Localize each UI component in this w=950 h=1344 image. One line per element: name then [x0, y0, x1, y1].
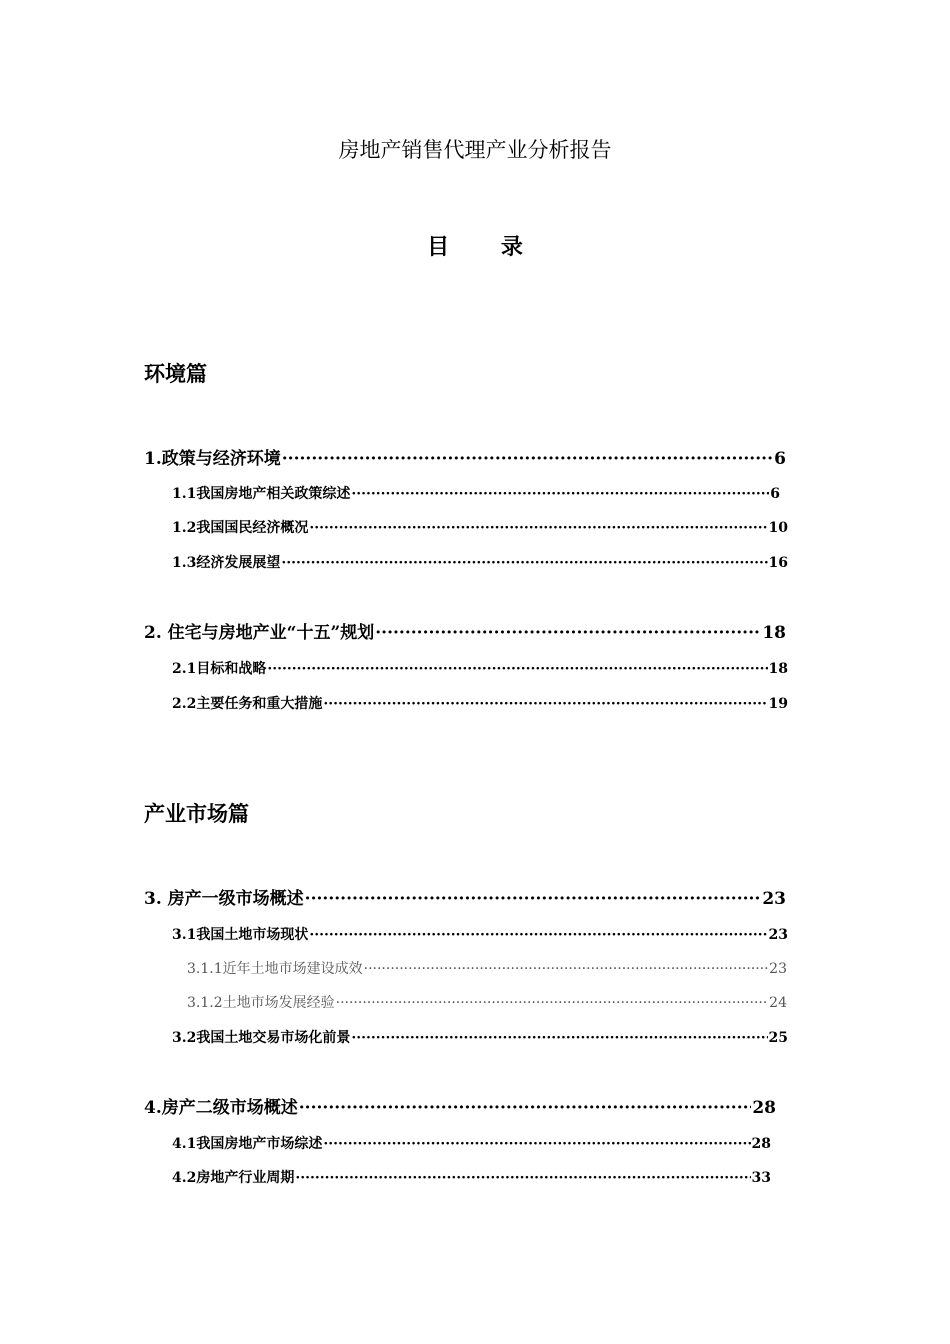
toc-entry-page: 23 — [768, 927, 788, 943]
part-heading-industry-market: 产业市场篇 — [144, 802, 249, 826]
toc-entry-section-3-1[interactable] — [172, 925, 788, 945]
toc-entry-chapter-2[interactable] — [144, 621, 786, 645]
toc-entry-label: 1.政策与经济环境 — [144, 449, 281, 469]
document-title: 房地产销售代理产业分析报告 — [338, 138, 612, 162]
toc-entry-label: 2.2主要任务和重大措施 — [172, 696, 323, 712]
toc-entry-section-4-1[interactable] — [172, 1134, 771, 1154]
toc-entry-label: 3. 房产一级市场概述 — [144, 889, 304, 909]
toc-entry-label: 3.2我国土地交易市场化前景 — [172, 1030, 351, 1046]
toc-heading: 目 录 — [427, 235, 545, 260]
dot-leader — [282, 447, 773, 471]
dot-leader — [299, 1096, 752, 1120]
toc-entry-page: 23 — [769, 961, 787, 977]
toc-entry-label: 3.1.2土地市场发展经验 — [187, 995, 335, 1011]
toc-entry-page: 23 — [762, 889, 786, 909]
toc-entry-label: 4.1我国房地产市场综述 — [172, 1136, 323, 1152]
toc-entry-section-1-1[interactable] — [172, 484, 780, 504]
toc-entry-label: 1.3经济发展展望 — [172, 555, 281, 571]
toc-entry-page: 16 — [768, 555, 788, 571]
part-heading-environment: 环境篇 — [144, 362, 207, 386]
toc-entry-chapter-4[interactable] — [144, 1096, 776, 1120]
dot-leader — [309, 925, 767, 945]
toc-entry-page: 25 — [768, 1030, 788, 1046]
toc-entry-subsection-3-1-2[interactable] — [187, 993, 787, 1013]
toc-entry-label: 3.1.1近年土地市场建设成效 — [187, 961, 363, 977]
dot-leader — [364, 959, 769, 979]
toc-entry-label: 4.2房地产行业周期 — [172, 1170, 295, 1186]
dot-leader — [305, 887, 762, 911]
dot-leader — [375, 621, 761, 645]
toc-entry-page: 28 — [751, 1136, 771, 1152]
toc-entry-label: 2.1目标和战略 — [172, 661, 267, 677]
toc-entry-section-2-1[interactable] — [172, 659, 788, 679]
dot-leader — [323, 1134, 750, 1154]
toc-entry-chapter-3[interactable] — [144, 887, 786, 911]
toc-entry-label: 4.房产二级市场概述 — [144, 1098, 298, 1118]
toc-entry-page: 24 — [769, 995, 787, 1011]
dot-leader — [281, 553, 767, 573]
dot-leader — [351, 1028, 767, 1048]
dot-leader — [336, 993, 769, 1013]
toc-entry-label: 1.2我国国民经济概况 — [172, 520, 309, 536]
toc-entry-label: 1.1我国房地产相关政策综述 — [172, 486, 351, 502]
toc-entry-chapter-1[interactable] — [144, 447, 786, 471]
toc-entry-page: 19 — [768, 696, 788, 712]
dot-leader — [323, 694, 767, 714]
toc-entry-page: 6 — [774, 449, 786, 469]
dot-leader — [351, 484, 769, 504]
toc-entry-page: 10 — [768, 520, 788, 536]
toc-entry-label: 2. 住宅与房地产业“十五”规划 — [144, 623, 375, 643]
toc-entry-page: 18 — [762, 623, 786, 643]
toc-entry-page: 28 — [752, 1098, 776, 1118]
dot-leader — [267, 659, 767, 679]
toc-entry-section-3-2[interactable] — [172, 1028, 788, 1048]
toc-entry-subsection-3-1-1[interactable] — [187, 959, 787, 979]
toc-entry-section-2-2[interactable] — [172, 694, 788, 714]
toc-entry-page: 18 — [768, 661, 788, 677]
toc-entry-section-4-2[interactable] — [172, 1168, 771, 1188]
dot-leader — [295, 1168, 750, 1188]
toc-entry-page: 6 — [770, 486, 780, 502]
toc-entry-label: 3.1我国土地市场现状 — [172, 927, 309, 943]
dot-leader — [309, 518, 767, 538]
toc-entry-section-1-3[interactable] — [172, 553, 788, 573]
toc-entry-page: 33 — [751, 1170, 771, 1186]
toc-entry-section-1-2[interactable] — [172, 518, 788, 538]
